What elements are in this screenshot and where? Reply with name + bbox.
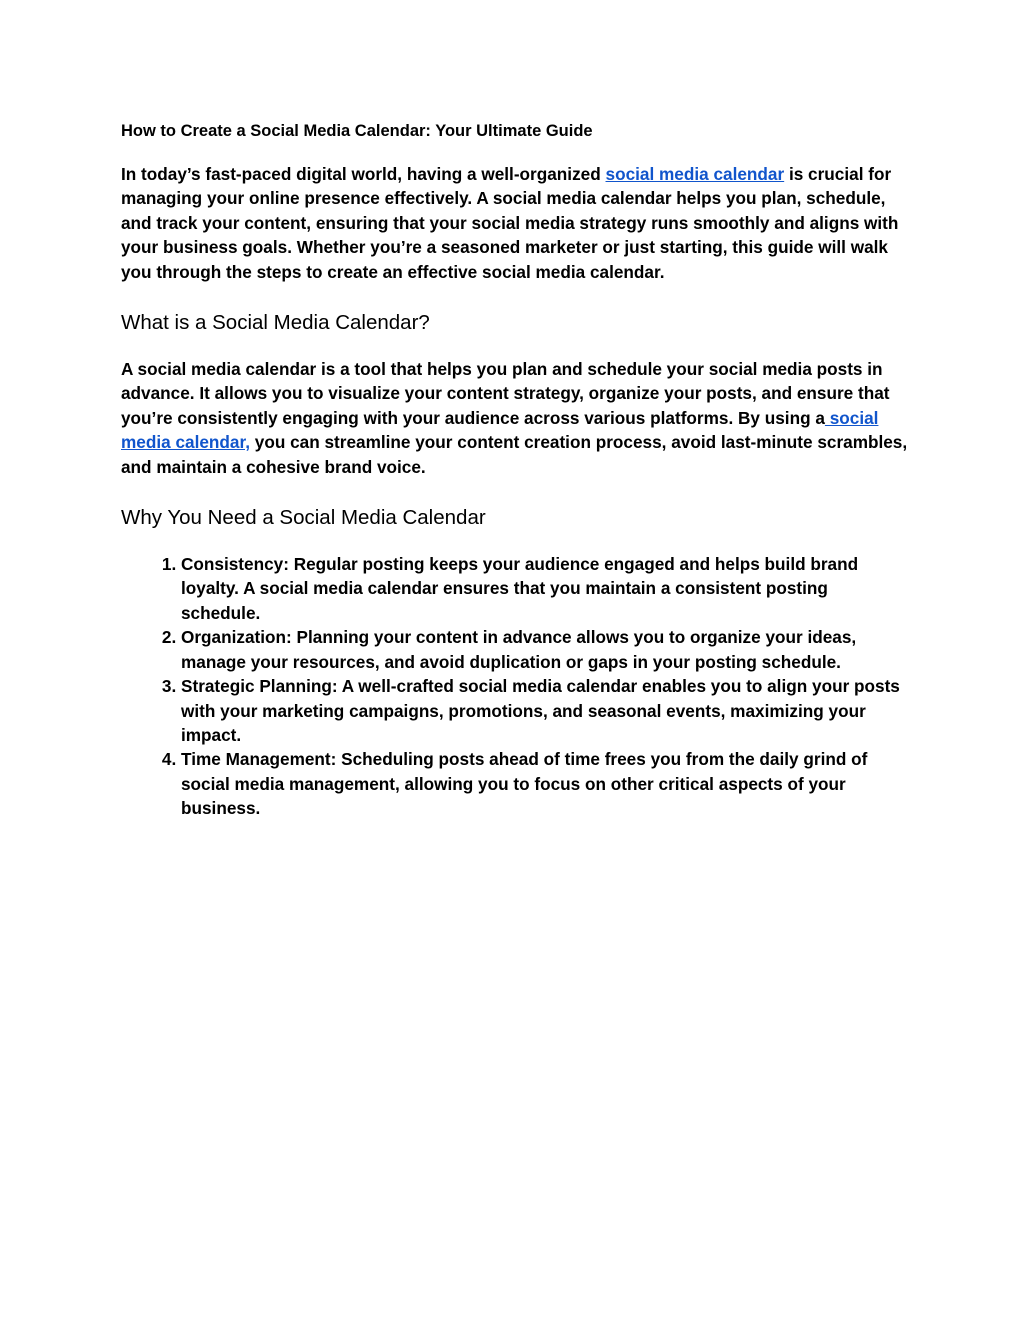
list-item: 1. Consistency: Regular posting keeps your audience engaged and helps build brand loyalty. A social media calendar ensures that you maintain a consistent posting schedule. <box>181 552 911 625</box>
document-page <box>121 118 911 821</box>
social-media-calendar-link[interactable]: social media calendar <box>605 164 785 184</box>
section-heading-why-need: Why You Need a Social Media Calendar <box>121 506 486 530</box>
social-media-calendar-link-2[interactable]: social media calendar, <box>121 407 879 453</box>
what-is-text-end: you can streamline your content creation process, avoid last-minute scrambles, and maintain a cohesive brand voice. <box>121 432 908 477</box>
list-item: 2. Organization: Planning your content in advance allows you to organize your ideas, manage your resources, and avoid duplication or gaps in your posting schedule. <box>181 625 911 674</box>
intro-text-start: In today’s fast-paced digital world, having a well-organized <box>121 164 606 184</box>
list-item: 3. Strategic Planning: A well-crafted social media calendar enables you to align your posts with your marketing campaigns, promotions, and seasonal events, maximizing your impact. <box>181 674 911 747</box>
list-item: 4. Time Management: Scheduling posts ahead of time frees you from the daily grind of social media management, allowing you to focus on other critical aspects of your business. <box>181 747 911 820</box>
document-title: How to Create a Social Media Calendar: Your Ultimate Guide <box>121 122 593 140</box>
what-is-paragraph <box>121 357 911 479</box>
what-is-text-start: A social media calendar is a tool that helps you plan and schedule your social media posts in advance. It allows you to visualize your content strategy, organize your posts, and ensure that you’re consistently engaging with your audience across various platforms. By using a <box>121 359 890 428</box>
section-heading-what-is: What is a Social Media Calendar? <box>121 311 430 335</box>
intro-text-end: is crucial for managing your online presence effectively. A social media calendar helps you plan, schedule, and track your content, ensuring that your social media strategy runs smoothly and aligns with your business goals. Whether you’re a seasoned marketer or just starting, this guide will walk you through the steps to create an effective social media calendar. <box>121 164 899 282</box>
intro-paragraph <box>121 162 911 284</box>
reasons-list <box>121 552 911 820</box>
